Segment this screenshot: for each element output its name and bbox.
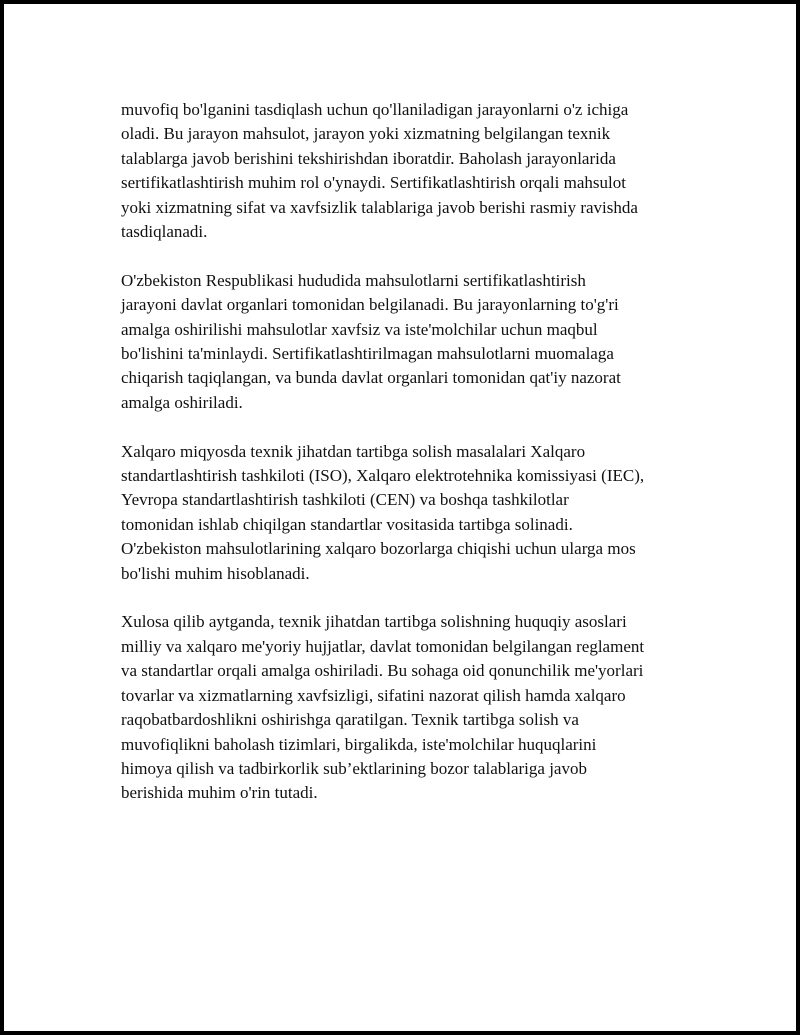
text-line: himoya qilish va tadbirkorlik sub’ektlarining bozor talablariga javob: [121, 758, 587, 778]
text-line: tasdiqlanadi.: [121, 222, 208, 242]
document-body: [121, 98, 701, 830]
paragraph: [121, 440, 701, 586]
text-line: Xalqaro miqyosda texnik jihatdan tartibga solish masalalari Xalqaro: [121, 441, 586, 461]
text-line: standartlashtirish tashkiloti (ISO), Xalqaro elektrotehnika komissiyasi (IEC),: [121, 466, 645, 486]
text-line: yoki xizmatning sifat va xavfsizlik talablariga javob berishi rasmiy ravishda: [121, 197, 638, 217]
text-line: oladi. Bu jarayon mahsulot, jarayon yoki xizmatning belgilangan texnik: [121, 124, 611, 144]
text-line: muvofiq bo'lganini tasdiqlash uchun qo'llaniladigan jarayonlarni o'z ichiga: [121, 100, 629, 119]
text-line: sertifikatlashtirish muhim rol o'ynaydi. Sertifikatlashtirish orqali mahsulot: [121, 173, 626, 193]
paragraph: [121, 610, 701, 805]
text-line: raqobatbardoshlikni oshirishga qaratilgan. Texnik tartibga solish va: [121, 710, 579, 730]
text-line: jarayoni davlat organlari tomonidan belgilanadi. Bu jarayonlarning to'g'ri: [121, 295, 619, 315]
text-line: berishida muhim o'rin tutadi.: [121, 783, 318, 803]
text-line: tovarlar va xizmatlarning xavfsizligi, sifatini nazorat qilish hamda xalqaro: [121, 685, 626, 705]
text-line: Xulosa qilib aytganda, texnik jihatdan tartibga solishning huquqiy asoslari: [121, 612, 627, 632]
text-line: O'zbekiston Respublikasi hududida mahsulotlarni sertifikatlashtirish: [121, 270, 586, 290]
text-line: muvofiqlikni baholash tizimlari, birgalikda, iste'molchilar huquqlarini: [121, 734, 597, 754]
text-line: bo'lishi muhim hisoblanadi.: [121, 563, 310, 583]
text-line: chiqarish taqiqlangan, va bunda davlat organlari tomonidan qat'iy nazorat: [121, 368, 621, 388]
paragraph: [121, 269, 701, 415]
text-line: tomonidan ishlab chiqilgan standartlar vositasida tartibga solinadi.: [121, 514, 573, 534]
text-line: bo'lishini ta'minlaydi. Sertifikatlashtirilmagan mahsulotlarni muomalaga: [121, 344, 614, 364]
text-line: talablarga javob berishini tekshirishdan iboratdir. Baholash jarayonlarida: [121, 148, 616, 168]
text-line: milliy va xalqaro me'yoriy hujjatlar, davlat tomonidan belgilangan reglament: [121, 636, 645, 656]
paragraph: [121, 98, 701, 244]
text-line: va standartlar orqali amalga oshiriladi. Bu sohaga oid qonunchilik me'yorlari: [121, 661, 644, 681]
text-line: Yevropa standartlashtirish tashkiloti (CEN) va boshqa tashkilotlar: [121, 490, 569, 510]
text-line: amalga oshirilishi mahsulotlar xavfsiz va iste'molchilar uchun maqbul: [121, 319, 598, 339]
text-line: O'zbekiston mahsulotlarining xalqaro bozorlarga chiqishi uchun ularga mos: [121, 539, 636, 559]
text-line: amalga oshiriladi.: [121, 392, 243, 412]
